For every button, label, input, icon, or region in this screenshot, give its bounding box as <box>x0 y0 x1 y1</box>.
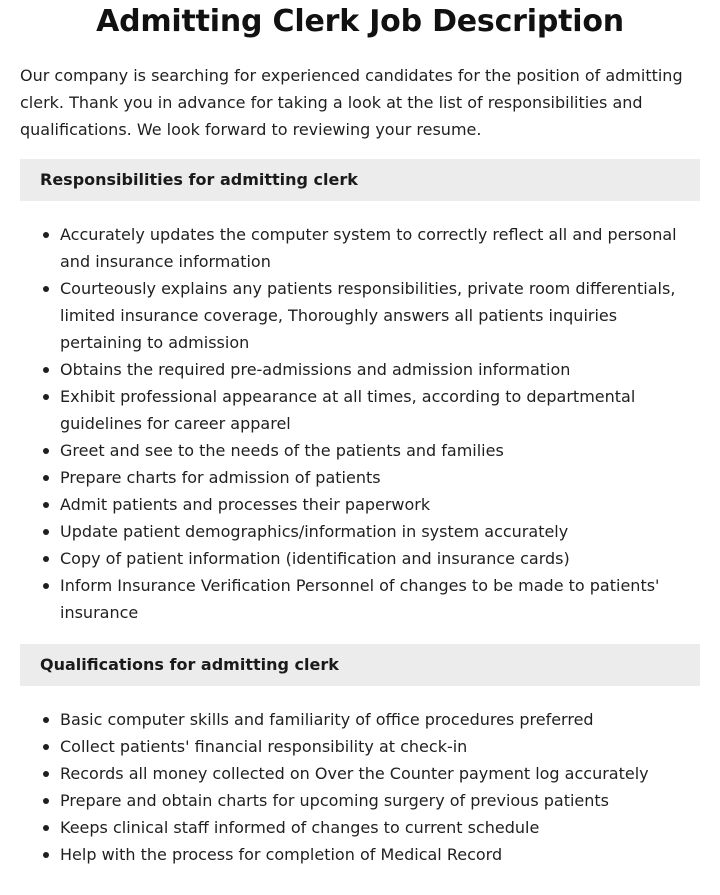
list-item <box>60 706 700 733</box>
list-item-text: Prepare charts for admission of patients <box>60 468 381 487</box>
bullet-icon <box>43 744 49 750</box>
list-item <box>60 787 700 814</box>
list-item <box>60 221 700 275</box>
bullet-icon <box>43 717 49 723</box>
list-item <box>60 545 700 572</box>
bullet-icon <box>43 232 49 238</box>
bullet-icon <box>43 771 49 777</box>
list-item-text: Collect patients' financial responsibility at check-in <box>60 737 468 756</box>
list-item-text: Accurately updates the computer system to correctly reflect all and personal and insurance information <box>60 225 677 271</box>
list-item-text: Copy of patient information (identification and insurance cards) <box>60 549 570 568</box>
list-item-text: Update patient demographics/information in system accurately <box>60 522 569 541</box>
bullet-icon <box>43 448 49 454</box>
bullet-icon <box>43 852 49 858</box>
list-item-text: Prepare and obtain charts for upcoming surgery of previous patients <box>60 791 610 810</box>
bullet-icon <box>43 556 49 562</box>
bullet-icon <box>43 475 49 481</box>
bullet-icon <box>43 529 49 535</box>
list-item <box>60 491 700 518</box>
bullet-icon <box>43 825 49 831</box>
list-item <box>60 383 700 437</box>
list-item <box>60 814 700 841</box>
bullet-icon <box>43 583 49 589</box>
qualifications-list <box>20 706 700 868</box>
list-item <box>60 518 700 545</box>
responsibilities-heading: Responsibilities for admitting clerk <box>20 159 700 201</box>
list-item-text: Greet and see to the needs of the patients and families <box>60 441 504 460</box>
list-item-text: Help with the process for completion of Medical Record <box>60 845 503 864</box>
list-item-text: Keeps clinical staff informed of changes to current schedule <box>60 818 540 837</box>
list-item <box>60 572 700 626</box>
page-title: Admitting Clerk Job Description <box>96 4 624 39</box>
bullet-icon <box>43 502 49 508</box>
list-item-text: Admit patients and processes their paperwork <box>60 495 431 514</box>
list-item <box>60 760 700 787</box>
responsibilities-list <box>20 221 700 626</box>
list-item <box>60 437 700 464</box>
list-item-text: Obtains the required pre-admissions and admission information <box>60 360 571 379</box>
list-item <box>60 275 700 356</box>
bullet-icon <box>43 286 49 292</box>
list-item <box>60 356 700 383</box>
intro-paragraph: Our company is searching for experienced candidates for the position of admitting clerk. Thank you in advance for taking a look at the list of responsibilities and qualifications. We look forward to reviewing your resume. <box>20 66 683 139</box>
list-item <box>60 841 700 868</box>
list-item-text: Exhibit professional appearance at all times, according to departmental guidelines for career apparel <box>60 387 636 433</box>
bullet-icon <box>43 367 49 373</box>
list-item <box>60 464 700 491</box>
list-item-text: Courteously explains any patients responsibilities, private room differentials, limited insurance coverage, Thoroughly answers all patients inquiries pertaining to admission <box>60 279 676 352</box>
bullet-icon <box>43 394 49 400</box>
list-item-text: Inform Insurance Verification Personnel of changes to be made to patients' insurance <box>60 576 660 622</box>
list-item-text: Basic computer skills and familiarity of office procedures preferred <box>60 710 594 729</box>
bullet-icon <box>43 798 49 804</box>
list-item <box>60 733 700 760</box>
list-item-text: Records all money collected on Over the Counter payment log accurately <box>60 764 649 783</box>
qualifications-heading: Qualifications for admitting clerk <box>20 644 700 686</box>
